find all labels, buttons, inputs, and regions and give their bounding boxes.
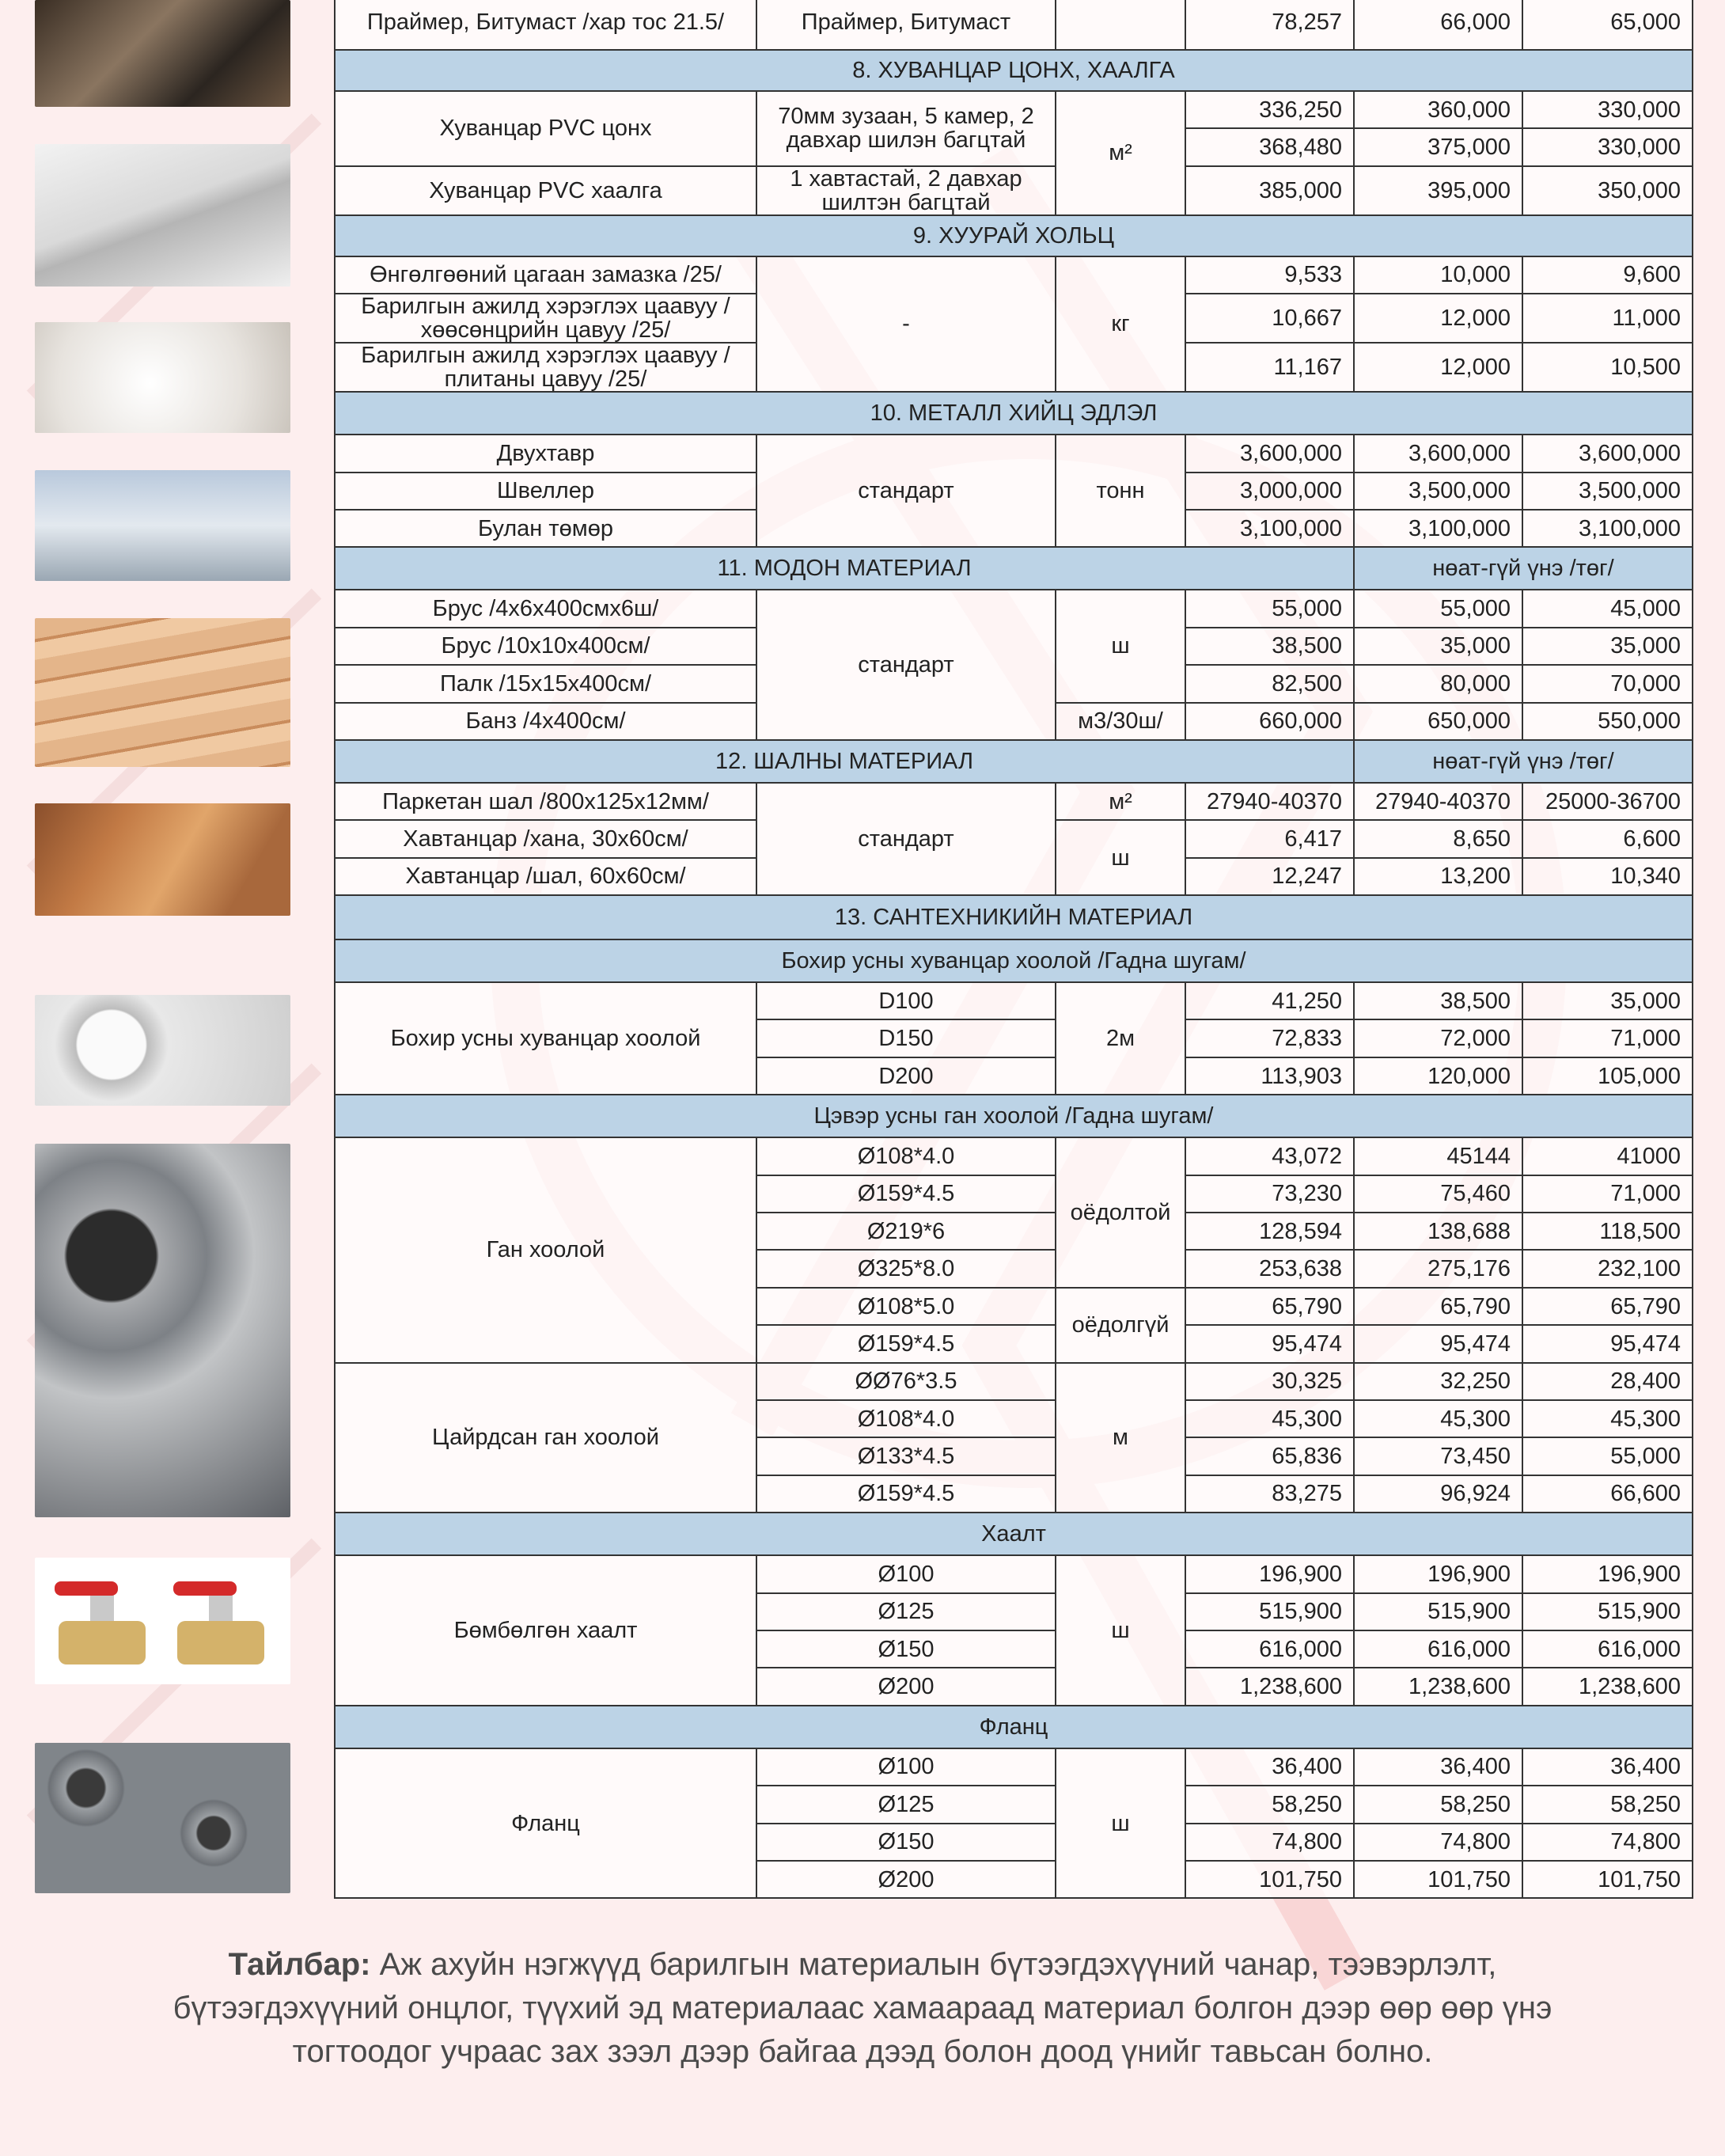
price-col-1: 55,000 bbox=[1185, 590, 1354, 627]
item-name: Цайрдсан ган хоолой bbox=[335, 1363, 756, 1513]
footnote bbox=[158, 1943, 1567, 2074]
price-col-2: 13,200 bbox=[1354, 858, 1522, 895]
price-col-2: 3,500,000 bbox=[1354, 473, 1522, 510]
item-spec: Ø159*4.5 bbox=[756, 1175, 1056, 1213]
price-col-2: 650,000 bbox=[1354, 703, 1522, 740]
steel-frame-photo bbox=[35, 470, 290, 581]
price-col-2: 8,650 bbox=[1354, 820, 1522, 857]
price-col-2: 196,900 bbox=[1354, 1555, 1522, 1592]
item-name: Хавтанцар /хана, 30х60см/ bbox=[335, 820, 756, 857]
vat-note: нөат-гүй үнэ /төг/ bbox=[1354, 547, 1693, 590]
item-spec: D100 bbox=[756, 982, 1056, 1019]
price-col-1: 38,500 bbox=[1185, 628, 1354, 665]
price-col-3: 65,790 bbox=[1522, 1288, 1693, 1325]
price-col-1: 101,750 bbox=[1185, 1861, 1354, 1898]
item-spec: - bbox=[756, 256, 1056, 392]
price-col-1: 1,238,600 bbox=[1185, 1668, 1354, 1705]
price-col-3: 28,400 bbox=[1522, 1363, 1693, 1400]
price-col-2: 12,000 bbox=[1354, 294, 1522, 343]
price-col-2: 73,450 bbox=[1354, 1437, 1522, 1475]
item-unit: оёдолгүй bbox=[1056, 1288, 1185, 1363]
item-spec: Ø200 bbox=[756, 1861, 1056, 1898]
price-col-1: 30,325 bbox=[1185, 1363, 1354, 1400]
price-col-2: 32,250 bbox=[1354, 1363, 1522, 1400]
price-col-2: 65,790 bbox=[1354, 1288, 1522, 1325]
price-col-2: 3,600,000 bbox=[1354, 435, 1522, 472]
price-col-2: 12,000 bbox=[1354, 343, 1522, 392]
price-col-2: 96,924 bbox=[1354, 1475, 1522, 1513]
price-col-1: 95,474 bbox=[1185, 1325, 1354, 1362]
price-col-3: 35,000 bbox=[1522, 628, 1693, 665]
subsection-header: Фланц bbox=[335, 1706, 1693, 1748]
price-col-1: 72,833 bbox=[1185, 1019, 1354, 1057]
item-unit: ш bbox=[1056, 820, 1185, 895]
table-row bbox=[335, 982, 1693, 1019]
price-col-1: 11,167 bbox=[1185, 343, 1354, 392]
section-header: 8. ХУВАНЦАР ЦОНХ, ХААЛГА bbox=[335, 50, 1693, 91]
price-col-2: 35,000 bbox=[1354, 628, 1522, 665]
item-name: Палк /15х15х400см/ bbox=[335, 665, 756, 702]
item-name: Швеллер bbox=[335, 473, 756, 510]
item-name: Барилгын ажилд хэрэглэх цаавуу / плитаны цавуу /25/ bbox=[335, 343, 756, 392]
price-col-1: 9,533 bbox=[1185, 256, 1354, 294]
price-col-3: 25000-36700 bbox=[1522, 783, 1693, 820]
price-col-2: 395,000 bbox=[1354, 166, 1522, 215]
price-col-2: 74,800 bbox=[1354, 1824, 1522, 1861]
item-spec: ØØ76*3.5 bbox=[756, 1363, 1056, 1400]
price-col-2: 275,176 bbox=[1354, 1250, 1522, 1287]
price-col-3: 66,600 bbox=[1522, 1475, 1693, 1513]
price-col-3: 330,000 bbox=[1522, 91, 1693, 128]
price-col-2: 515,900 bbox=[1354, 1593, 1522, 1630]
item-name: Хуванцар PVC цонх bbox=[335, 91, 756, 166]
table-row bbox=[335, 1137, 1693, 1175]
item-spec: Ø325*8.0 bbox=[756, 1250, 1056, 1287]
price-col-1: 660,000 bbox=[1185, 703, 1354, 740]
price-col-1: 27940-40370 bbox=[1185, 783, 1354, 820]
item-spec: Ø108*5.0 bbox=[756, 1288, 1056, 1325]
table-row bbox=[335, 1363, 1693, 1400]
table-row bbox=[335, 91, 1693, 128]
price-col-2: 1,238,600 bbox=[1354, 1668, 1522, 1705]
price-col-2: 45144 bbox=[1354, 1137, 1522, 1175]
item-spec: Ø125 bbox=[756, 1593, 1056, 1630]
price-col-2: 45,300 bbox=[1354, 1400, 1522, 1437]
item-unit: 2м bbox=[1056, 982, 1185, 1095]
price-col-3: 10,340 bbox=[1522, 858, 1693, 895]
price-col-3: 45,300 bbox=[1522, 1400, 1693, 1437]
item-unit: м3/30ш/ bbox=[1056, 703, 1185, 740]
price-col-1: 12,247 bbox=[1185, 858, 1354, 895]
item-spec: Ø108*4.0 bbox=[756, 1137, 1056, 1175]
price-col-1: 10,667 bbox=[1185, 294, 1354, 343]
price-col-3: 95,474 bbox=[1522, 1325, 1693, 1362]
price-col-1: 65,836 bbox=[1185, 1437, 1354, 1475]
price-col-3: 41000 bbox=[1522, 1137, 1693, 1175]
price-col-1: 41,250 bbox=[1185, 982, 1354, 1019]
price-col-3: 71,000 bbox=[1522, 1175, 1693, 1213]
price-col-2: 27940-40370 bbox=[1354, 783, 1522, 820]
item-name: Өнгөлгөөний цагаан замазка /25/ bbox=[335, 256, 756, 294]
price-col-1: 65,790 bbox=[1185, 1288, 1354, 1325]
price-col-3: 35,000 bbox=[1522, 982, 1693, 1019]
price-col-3: 350,000 bbox=[1522, 166, 1693, 215]
pvc-pipe-photo bbox=[35, 995, 290, 1106]
footnote-label: Тайлбар: bbox=[228, 1947, 371, 1982]
price-col-2: 101,750 bbox=[1354, 1861, 1522, 1898]
price-col-1: 113,903 bbox=[1185, 1057, 1354, 1095]
item-name: Банз /4х400см/ bbox=[335, 703, 756, 740]
table-row bbox=[335, 1555, 1693, 1592]
price-col-2: 55,000 bbox=[1354, 590, 1522, 627]
price-col-3: 70,000 bbox=[1522, 665, 1693, 702]
price-col-1: 3,000,000 bbox=[1185, 473, 1354, 510]
item-spec: 1 хавтастай, 2 давхар шилтэн багцтай bbox=[756, 166, 1056, 215]
price-table bbox=[334, 0, 1693, 1899]
item-unit: м² bbox=[1056, 783, 1185, 820]
price-col-2: 80,000 bbox=[1354, 665, 1522, 702]
price-col-3: 515,900 bbox=[1522, 1593, 1693, 1630]
table-row bbox=[335, 0, 1693, 50]
price-col-3: 196,900 bbox=[1522, 1555, 1693, 1592]
price-col-1: 515,900 bbox=[1185, 1593, 1354, 1630]
item-name: Брус /4х6х400смх6ш/ bbox=[335, 590, 756, 627]
price-col-3: 36,400 bbox=[1522, 1748, 1693, 1786]
price-col-3: 105,000 bbox=[1522, 1057, 1693, 1095]
pvc-window-profile-photo bbox=[35, 144, 290, 287]
price-col-3: 3,500,000 bbox=[1522, 473, 1693, 510]
price-col-2: 3,100,000 bbox=[1354, 510, 1522, 547]
price-col-1: 368,480 bbox=[1185, 128, 1354, 165]
price-col-3: 58,250 bbox=[1522, 1786, 1693, 1823]
price-col-1: 3,600,000 bbox=[1185, 435, 1354, 472]
price-col-1: 196,900 bbox=[1185, 1555, 1354, 1592]
item-spec: стандарт bbox=[756, 783, 1056, 895]
price-col-3: 118,500 bbox=[1522, 1213, 1693, 1250]
item-spec: D150 bbox=[756, 1019, 1056, 1057]
item-unit: ш bbox=[1056, 1555, 1185, 1706]
price-col-1: 73,230 bbox=[1185, 1175, 1354, 1213]
section-header: 10. МЕТАЛЛ ХИЙЦ ЭДЛЭЛ bbox=[335, 392, 1693, 435]
item-spec: D200 bbox=[756, 1057, 1056, 1095]
price-col-2: 66,000 bbox=[1354, 0, 1522, 50]
item-unit: м² bbox=[1056, 91, 1185, 215]
price-col-1: 45,300 bbox=[1185, 1400, 1354, 1437]
parquet-photo bbox=[35, 803, 290, 916]
price-col-2: 616,000 bbox=[1354, 1630, 1522, 1668]
price-col-1: 336,250 bbox=[1185, 91, 1354, 128]
price-col-3: 3,100,000 bbox=[1522, 510, 1693, 547]
price-col-2: 120,000 bbox=[1354, 1057, 1522, 1095]
item-unit: ш bbox=[1056, 590, 1185, 702]
section-header: 12. ШАЛНЫ МАТЕРИАЛ нөат-гүй үнэ /төг/ bbox=[335, 740, 1693, 783]
item-spec: Ø133*4.5 bbox=[756, 1437, 1056, 1475]
price-col-3: 11,000 bbox=[1522, 294, 1693, 343]
price-col-1: 58,250 bbox=[1185, 1786, 1354, 1823]
price-col-3: 616,000 bbox=[1522, 1630, 1693, 1668]
item-spec: Ø150 bbox=[756, 1824, 1056, 1861]
price-col-1: 82,500 bbox=[1185, 665, 1354, 702]
item-spec: Ø100 bbox=[756, 1555, 1056, 1592]
price-col-1: 253,638 bbox=[1185, 1250, 1354, 1287]
item-name: Двухтавр bbox=[335, 435, 756, 472]
price-col-3: 45,000 bbox=[1522, 590, 1693, 627]
price-col-3: 101,750 bbox=[1522, 1861, 1693, 1898]
price-col-2: 36,400 bbox=[1354, 1748, 1522, 1786]
price-col-2: 360,000 bbox=[1354, 91, 1522, 128]
table-row bbox=[335, 590, 1693, 627]
subsection-header: Бохир усны хуванцар хоолой /Гадна шугам/ bbox=[335, 939, 1693, 982]
price-col-3: 55,000 bbox=[1522, 1437, 1693, 1475]
item-spec: стандарт bbox=[756, 435, 1056, 547]
item-spec: Ø159*4.5 bbox=[756, 1475, 1056, 1513]
item-spec: Ø219*6 bbox=[756, 1213, 1056, 1250]
item-spec: стандарт bbox=[756, 590, 1056, 740]
steel-pipe-photo bbox=[35, 1144, 290, 1517]
item-unit: м bbox=[1056, 1363, 1185, 1513]
item-name: Бохир усны хуванцар хоолой bbox=[335, 982, 756, 1095]
price-col-3: 232,100 bbox=[1522, 1250, 1693, 1287]
item-name: Хуванцар PVC хаалга bbox=[335, 166, 756, 215]
item-spec: Праймер, Битумаст bbox=[756, 0, 1056, 50]
footnote-text: Аж ахуйн нэгжүүд барилгын материалын бүтээгдэхүүний чанар, тээвэрлэлт, бүтээгдэхүүний онцлог, түүхий эд материалаас хамаараад материал болгон дээр өөр өөр үнэ тогтоодог учраас зах зээл дээр байгаа дээд болон доод үнийг тавьсан болно. bbox=[172, 1947, 1552, 2069]
price-col-1: 385,000 bbox=[1185, 166, 1354, 215]
item-name: Брус /10х10х400см/ bbox=[335, 628, 756, 665]
item-unit: ш bbox=[1056, 1748, 1185, 1899]
section-header: 9. ХУУРАЙ ХОЛЬЦ bbox=[335, 215, 1693, 256]
item-spec: Ø100 bbox=[756, 1748, 1056, 1786]
table-row bbox=[335, 783, 1693, 820]
subsection-header: Цэвэр усны ган хоолой /Гадна шугам/ bbox=[335, 1095, 1693, 1137]
price-col-1: 74,800 bbox=[1185, 1824, 1354, 1861]
putty-photo bbox=[35, 322, 290, 433]
price-col-2: 75,460 bbox=[1354, 1175, 1522, 1213]
item-unit: оёдолтой bbox=[1056, 1137, 1185, 1288]
item-name: Праймер, Битумаст /хар тос 21.5/ bbox=[335, 0, 756, 50]
section-header: 11. МОДОН МАТЕРИАЛ нөат-гүй үнэ /төг/ bbox=[335, 547, 1693, 590]
price-col-2: 10,000 bbox=[1354, 256, 1522, 294]
item-unit bbox=[1056, 0, 1185, 50]
price-col-3: 3,600,000 bbox=[1522, 435, 1693, 472]
item-spec: Ø159*4.5 bbox=[756, 1325, 1056, 1362]
price-col-3: 65,000 bbox=[1522, 0, 1693, 50]
price-col-1: 36,400 bbox=[1185, 1748, 1354, 1786]
price-col-2: 38,500 bbox=[1354, 982, 1522, 1019]
item-name: Барилгын ажилд хэрэглэх цаавуу / хөөсөнцрийн цавуу /25/ bbox=[335, 294, 756, 343]
item-name: Бөмбөлгөн хаалт bbox=[335, 1555, 756, 1706]
table-row bbox=[335, 435, 1693, 472]
item-unit: кг bbox=[1056, 256, 1185, 392]
section-header: 13. САНТЕХНИКИЙН МАТЕРИАЛ bbox=[335, 895, 1693, 939]
price-col-3: 9,600 bbox=[1522, 256, 1693, 294]
table-row bbox=[335, 256, 1693, 294]
price-col-1: 616,000 bbox=[1185, 1630, 1354, 1668]
item-unit: тонн bbox=[1056, 435, 1185, 547]
price-col-2: 375,000 bbox=[1354, 128, 1522, 165]
price-col-1: 78,257 bbox=[1185, 0, 1354, 50]
item-spec: Ø125 bbox=[756, 1786, 1056, 1823]
item-spec: Ø200 bbox=[756, 1668, 1056, 1705]
price-col-3: 550,000 bbox=[1522, 703, 1693, 740]
price-col-3: 74,800 bbox=[1522, 1824, 1693, 1861]
price-col-1: 3,100,000 bbox=[1185, 510, 1354, 547]
timber-photo bbox=[35, 618, 290, 767]
table-row bbox=[335, 166, 1693, 215]
ball-valve-photo bbox=[35, 1558, 290, 1684]
vat-note: нөат-гүй үнэ /төг/ bbox=[1354, 740, 1693, 783]
price-col-2: 58,250 bbox=[1354, 1786, 1522, 1823]
price-col-1: 128,594 bbox=[1185, 1213, 1354, 1250]
item-name: Паркетан шал /800х125х12мм/ bbox=[335, 783, 756, 820]
price-col-2: 95,474 bbox=[1354, 1325, 1522, 1362]
item-spec: 70мм зузаан, 5 камер, 2 давхар шилэн багцтай bbox=[756, 91, 1056, 166]
price-col-3: 71,000 bbox=[1522, 1019, 1693, 1057]
item-spec: Ø108*4.0 bbox=[756, 1400, 1056, 1437]
item-name: Булан төмөр bbox=[335, 510, 756, 547]
price-col-3: 6,600 bbox=[1522, 820, 1693, 857]
item-name: Хавтанцар /шал, 60х60см/ bbox=[335, 858, 756, 895]
price-col-1: 43,072 bbox=[1185, 1137, 1354, 1175]
price-col-1: 6,417 bbox=[1185, 820, 1354, 857]
roofing-roll-photo bbox=[35, 0, 290, 107]
item-name: Ган хоолой bbox=[335, 1137, 756, 1362]
price-col-3: 330,000 bbox=[1522, 128, 1693, 165]
price-col-3: 1,238,600 bbox=[1522, 1668, 1693, 1705]
price-col-3: 10,500 bbox=[1522, 343, 1693, 392]
table-row bbox=[335, 1748, 1693, 1786]
item-spec: Ø150 bbox=[756, 1630, 1056, 1668]
item-name: Фланц bbox=[335, 1748, 756, 1899]
subsection-header: Хаалт bbox=[335, 1513, 1693, 1555]
price-col-2: 138,688 bbox=[1354, 1213, 1522, 1250]
price-col-1: 83,275 bbox=[1185, 1475, 1354, 1513]
flange-photo bbox=[35, 1743, 290, 1893]
price-col-2: 72,000 bbox=[1354, 1019, 1522, 1057]
